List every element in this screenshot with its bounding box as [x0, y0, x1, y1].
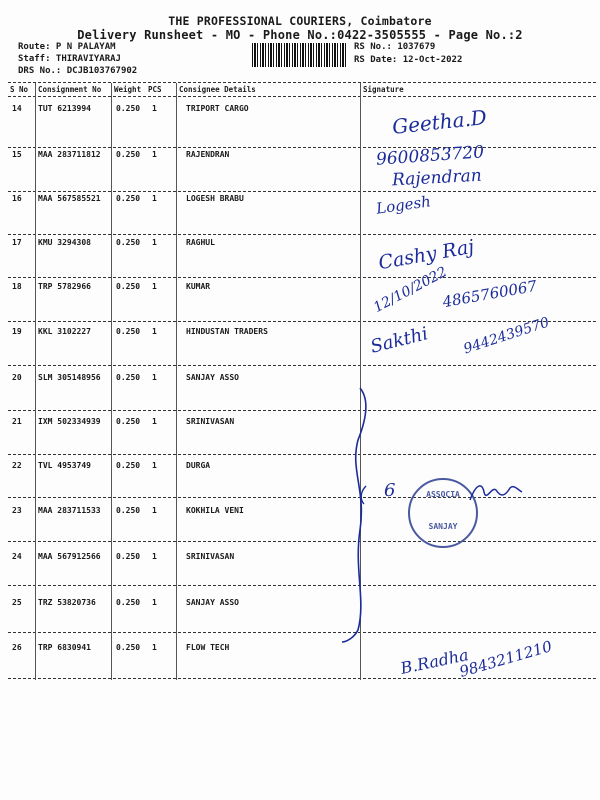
signature-row-19-phone: 9442439570 — [461, 314, 552, 358]
signature-row-18-date: 12/10/2022 — [370, 263, 450, 317]
row-consignee: HINDUSTAN TRADERS — [186, 327, 268, 336]
row-consignee: DURGA — [186, 461, 211, 470]
row-weight: 0.250 — [116, 461, 141, 470]
row-divider — [8, 365, 596, 366]
row-pcs: 1 — [152, 461, 157, 470]
row-sno: 15 — [12, 150, 22, 159]
row-sno: 26 — [12, 643, 22, 652]
row-weight: 0.250 — [116, 643, 141, 652]
col-header-signature: Signature — [363, 85, 404, 94]
signature-row-16: Logesh — [375, 192, 432, 218]
signature-row-26-name: B.Radha — [398, 645, 471, 678]
row-divider — [8, 632, 596, 633]
header-bottom-rule — [8, 96, 596, 97]
row-sno: 20 — [12, 373, 22, 382]
row-consignee: SRINIVASAN — [186, 552, 235, 561]
row-pcs: 1 — [152, 643, 157, 652]
company-title: THE PROFESSIONAL COURIERS, Coimbatore — [168, 14, 432, 28]
row-consignment-no: MAA 567585521 — [38, 194, 101, 203]
row-divider — [8, 277, 596, 278]
signature-row-19-name: Sakthi — [368, 323, 431, 358]
row-sno: 22 — [12, 461, 22, 470]
row-weight: 0.250 — [116, 327, 141, 336]
row-consignee: FLOW TECH — [186, 643, 230, 652]
table-top-rule — [8, 82, 596, 83]
row-sno: 14 — [12, 104, 22, 113]
row-weight: 0.250 — [116, 598, 141, 607]
row-sno: 18 — [12, 282, 22, 291]
row-divider — [8, 321, 596, 322]
row-consignee: LOGESH BRABU — [186, 194, 244, 203]
row-pcs: 1 — [152, 373, 157, 382]
row-consignment-no: MAA 283711812 — [38, 150, 101, 159]
row-divider — [8, 585, 596, 586]
table-bottom-rule — [8, 678, 596, 679]
row-consignment-no: TRP 5782966 — [38, 282, 91, 291]
row-consignee: TRIPORT CARGO — [186, 104, 249, 113]
row-pcs: 1 — [152, 282, 157, 291]
row-consignment-no: SLM 305148956 — [38, 373, 101, 382]
row-weight: 0.250 — [116, 552, 141, 561]
col-header-sno: S No — [10, 85, 29, 94]
row-pcs: 1 — [152, 506, 157, 515]
mark-row-22: 6 — [384, 480, 396, 501]
row-sno: 25 — [12, 598, 22, 607]
staff-label: Staff: THIRAVIYARAJ — [18, 54, 121, 64]
row-pcs: 1 — [152, 104, 157, 113]
row-consignee: RAJENDRAN — [186, 150, 230, 159]
column-rule — [111, 83, 112, 680]
signature-row-26-phone: 9843211210 — [457, 637, 555, 681]
row-weight: 0.250 — [116, 194, 141, 203]
row-pcs: 1 — [152, 598, 157, 607]
stamp-signature — [466, 478, 526, 508]
col-header-weight: Weight — [114, 85, 142, 94]
col-header-consignee: Consignee Details — [179, 85, 256, 94]
row-pcs: 1 — [152, 194, 157, 203]
rs-date: RS Date: 12-Oct-2022 — [354, 55, 463, 65]
row-weight: 0.250 — [116, 506, 141, 515]
row-pcs: 1 — [152, 552, 157, 561]
row-sno: 24 — [12, 552, 22, 561]
runsheet-subtitle: Delivery Runsheet - MO - Phone No.:0422-3505555 - Page No.:2 — [77, 28, 523, 42]
row-pcs: 1 — [152, 327, 157, 336]
row-sno: 17 — [12, 238, 22, 247]
column-rule — [35, 83, 36, 680]
row-divider — [8, 454, 596, 455]
signature-row-18-number: 4865760067 — [441, 276, 539, 312]
row-consignment-no: KKL 3102227 — [38, 327, 91, 336]
row-divider — [8, 147, 596, 148]
row-consignee: KUMAR — [186, 282, 211, 291]
row-consignment-no: MAA 283711533 — [38, 506, 101, 515]
row-consignment-no: TUT 6213994 — [38, 104, 91, 113]
row-divider — [8, 541, 596, 542]
row-consignee: SANJAY ASSO — [186, 598, 239, 607]
row-weight: 0.250 — [116, 104, 141, 113]
col-header-pcs: PCS — [148, 85, 162, 94]
row-sno: 19 — [12, 327, 22, 336]
stamp-text-bottom: SANJAY — [428, 522, 458, 531]
row-consignee: SANJAY ASSO — [186, 373, 239, 382]
row-divider — [8, 191, 596, 192]
row-pcs: 1 — [152, 150, 157, 159]
mark-stroke — [356, 484, 370, 506]
row-consignment-no: KMU 3294308 — [38, 238, 91, 247]
row-sno: 23 — [12, 506, 22, 515]
row-weight: 0.250 — [116, 150, 141, 159]
row-consignee: KOKHILA VENI — [186, 506, 244, 515]
drs-number: DRS No.: DCJB103767902 — [18, 66, 138, 76]
row-consignment-no: MAA 567912566 — [38, 552, 101, 561]
row-pcs: 1 — [152, 238, 157, 247]
row-consignee: SRINIVASAN — [186, 417, 235, 426]
signature-row-15-phone: 9600853720 — [375, 142, 485, 170]
row-consignment-no: IXM 502334939 — [38, 417, 101, 426]
row-consignee: RAGHUL — [186, 238, 215, 247]
row-consignment-no: TVL 4953749 — [38, 461, 91, 470]
signature-row-14: Geetha.D — [391, 105, 488, 139]
row-weight: 0.250 — [116, 282, 141, 291]
row-sno: 21 — [12, 417, 22, 426]
row-divider — [8, 410, 596, 411]
route-label: Route: P N PALAYAM — [18, 42, 116, 52]
row-divider — [8, 234, 596, 235]
signature-row-15-name: Rajendran — [391, 165, 483, 191]
col-header-consignment: Consignment No — [38, 85, 102, 94]
row-weight: 0.250 — [116, 238, 141, 247]
rs-number: RS No.: 1037679 — [354, 42, 436, 52]
row-pcs: 1 — [152, 417, 157, 426]
bracket-mark — [336, 380, 376, 650]
row-weight: 0.250 — [116, 373, 141, 382]
row-weight: 0.250 — [116, 417, 141, 426]
stamp-text-top: ASSOCIA — [426, 490, 460, 499]
row-consignment-no: TRP 6830941 — [38, 643, 91, 652]
barcode — [252, 43, 348, 67]
column-rule — [176, 83, 177, 680]
row-consignment-no: TRZ 53820736 — [38, 598, 96, 607]
row-sno: 16 — [12, 194, 22, 203]
signature-row-17: Cashy Raj — [376, 235, 476, 275]
